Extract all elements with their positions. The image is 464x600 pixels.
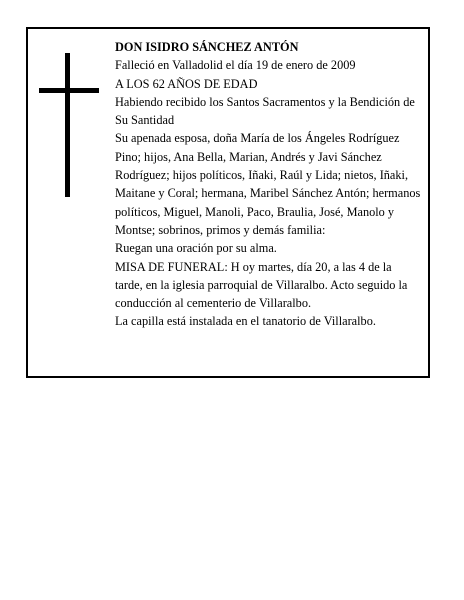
obituary-text: [115, 38, 421, 331]
deceased-name: DON ISIDRO SÁNCHEZ ANTÓN: [115, 40, 299, 54]
cross-horizontal-bar: [39, 88, 99, 93]
chapel-location: La capilla está instalada en el tanatorio de Villaralbo.: [115, 314, 376, 329]
funeral-details: MISA DE FUNERAL: H oy martes, día 20, a las 4 de la tarde, en la iglesia parroquial de Villaralbo. Acto seguido la conducción al cementerio de Villaralbo.: [115, 259, 408, 311]
age-statement: A LOS 62 AÑOS DE EDAD: [115, 76, 258, 91]
death-statement: Falleció en Valladolid el día 19 de enero de 2009: [115, 58, 356, 73]
cross-vertical-bar: [65, 53, 70, 197]
sacraments-statement: Habiendo recibido los Santos Sacramentos y la Bendición de Su Santidad: [115, 94, 415, 128]
family-list: Su apenada esposa, doña María de los Ángeles Rodríguez Pino; hijos, Ana Bella, Marian, Andrés y Javi Sánchez Rodríguez; hijos políticos, Iñaki, Raúl y Lida; nietos, Iñaki, Maitane y Coral; hermana, Maribel Sánchez Antón; hermanos políticos, Miguel, Manoli, Paco, Braulia, José, Manolo y Montse; sobrinos, primos y demás familia:: [115, 131, 421, 237]
cross-icon: [39, 53, 99, 197]
prayer-request: Ruegan una oración por su alma.: [115, 241, 277, 256]
